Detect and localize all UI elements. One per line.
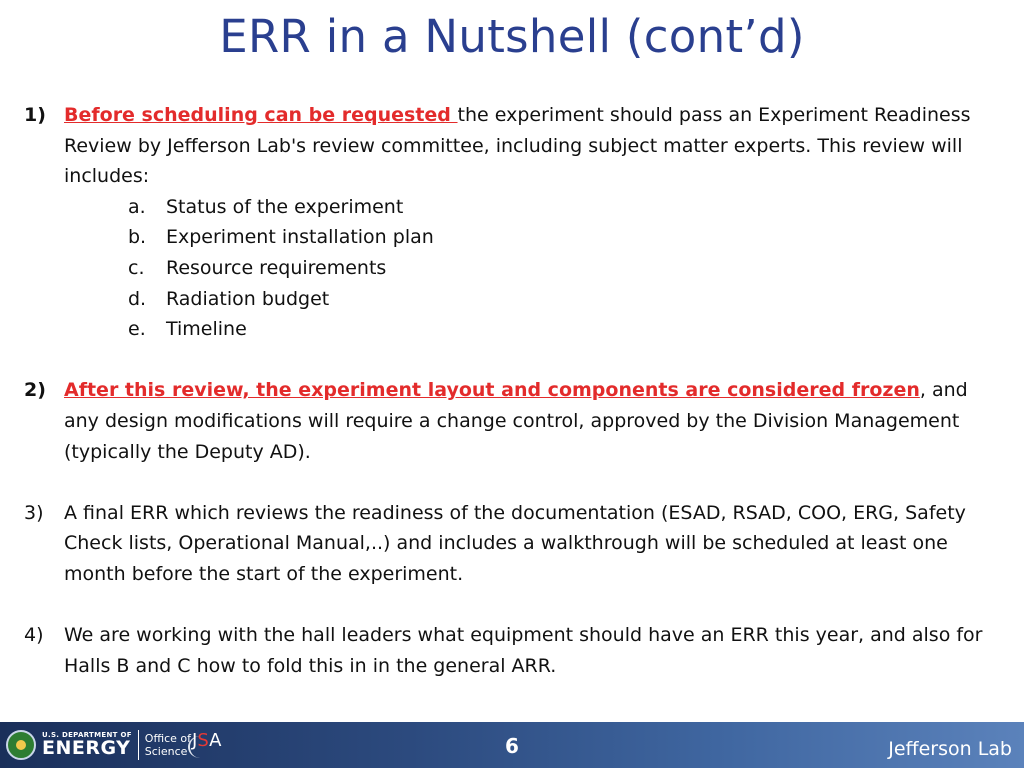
list-item-2 [24,375,1004,467]
sub-letter: a. [128,195,146,218]
sub-item [128,314,1004,345]
sub-text: Radiation budget [166,287,330,310]
slide-title: ERR in a Nutshell (cont’d) [219,10,805,63]
doe-big-text: ENERGY [42,737,131,759]
item-text: , and any design modifications will require a change control, approved by the Division Management (typically the Deputy AD). [64,379,968,463]
item-text: the experiment should pass an Experiment Readiness Review by Jefferson Lab's review committee, including subject matter experts. This review will includes: [64,104,971,188]
sub-item [128,253,1004,284]
office-line-1: Office of [144,732,191,745]
list-item-1 [24,100,1004,345]
sub-letter: c. [128,256,145,279]
doe-small-text: U.S. DEPARTMENT OF [42,731,132,739]
sub-text: Timeline [166,318,247,341]
item-number: 3) [24,501,44,524]
sub-text: Experiment installation plan [166,226,434,249]
jsa-a: A [209,730,222,751]
jsa-j: J [192,730,198,751]
sub-item [128,284,1004,315]
item-text: A final ERR which reviews the readiness of the documentation (ESAD, RSAD, COO, ERG, Safety Check lists, Operational Manual,..) and includes a walkthrough will be scheduled at least one month before the start of the experiment. [64,501,966,585]
sub-letter: b. [128,226,147,249]
sub-letter: e. [128,318,146,341]
item-number: 4) [24,624,44,647]
slide-body [24,100,1004,712]
list-item-3 [24,498,1004,590]
jsa-s: S [197,730,210,751]
sub-letter: d. [128,287,147,310]
office-line-2: Science [144,745,188,758]
item-text: We are working with the hall leaders what equipment should have an ERR this year, and also for Halls B and C how to fold this in in the general ARR. [64,624,983,677]
jefferson-lab-logo: Jefferson Lab [888,738,1012,760]
footer-bar [0,722,1024,768]
highlight-text: Before scheduling can be requested [64,104,458,126]
highlight-text: After this review, the experiment layout and components are considered frozen [64,379,920,402]
list-item-4 [24,620,1004,681]
item-number: 1) [24,104,46,126]
page-number: 6 [505,734,519,758]
item-number: 2) [24,379,46,402]
sub-text: Status of the experiment [166,195,404,218]
sub-list [64,192,1004,345]
sub-item [128,222,1004,253]
sub-item [128,192,1004,223]
sub-text: Resource requirements [166,256,387,279]
